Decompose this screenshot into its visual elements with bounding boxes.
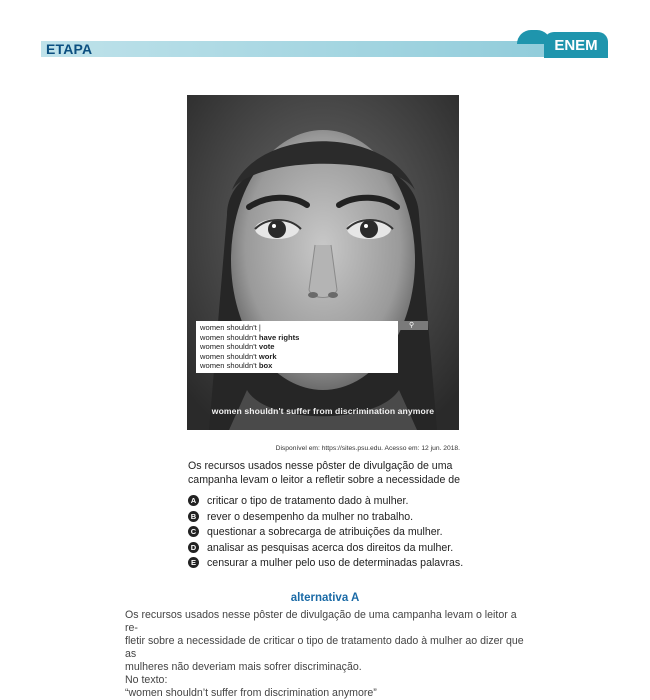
option-a — [188, 494, 478, 510]
option-b — [188, 510, 478, 526]
poster-caption: women shouldn't suffer from discrimination anymore — [211, 406, 435, 416]
option-c — [188, 525, 478, 541]
suggestion-2: women shouldn't vote — [200, 342, 275, 352]
option-text: analisar as pesquisas acerca dos direitos da mulher. — [207, 541, 454, 554]
option-text: questionar a sobrecarga de atribuições da mulher. — [207, 526, 443, 538]
answer-line: No texto: — [125, 674, 168, 686]
option-letter: D — [188, 542, 199, 553]
option-letter: B — [188, 511, 199, 522]
woman-face-image — [187, 95, 459, 430]
option-letter: A — [188, 495, 199, 506]
answer-line: Os recursos usados nesse pôster de divulgação de uma campanha levam o leitor a re- — [125, 609, 517, 634]
option-text: criticar o tipo de tratamento dado à mulher. — [207, 495, 409, 507]
answer-options — [188, 494, 478, 572]
question-stem: Os recursos usados nesse pôster de divulgação de uma campanha levam o leitor a refletir sobre a necessidade de — [188, 460, 461, 486]
option-letter: C — [188, 526, 199, 537]
option-e — [188, 556, 478, 572]
answer-quote: “women shouldn’t suffer from discrimination anymore” — [125, 687, 377, 699]
answer-title: alternativa A — [290, 592, 360, 604]
answer-line: mulheres não deveriam mais sofrer discriminação. — [125, 661, 362, 673]
suggestion-1: women shouldn't have rights — [200, 332, 300, 342]
campaign-poster — [187, 95, 459, 430]
etapa-logo: ETAPA — [46, 41, 93, 57]
magnifier-icon: ⚲ — [409, 322, 415, 329]
suggestion-4: women shouldn't box — [200, 361, 273, 371]
option-letter: E — [188, 557, 199, 568]
source-citation: Disponível em: https://sites.psu.edu. Acesso em: 12 jun. 2018. — [275, 445, 460, 452]
answer-line: fletir sobre a necessidade de criticar o tipo de tratamento dado à mulher ao dizer que as — [125, 635, 524, 660]
option-text: rever o desempenho da mulher no trabalho. — [207, 510, 414, 523]
answer-explanation — [125, 609, 530, 700]
option-d — [188, 541, 478, 557]
enem-label: ENEM — [554, 37, 598, 54]
search-suggestion-box — [196, 321, 398, 373]
option-text: censurar a mulher pelo uso de determinadas palavras. — [207, 557, 464, 569]
suggestion-3: women shouldn't work — [200, 351, 277, 361]
search-button — [398, 321, 428, 330]
search-query: women shouldn't | — [200, 323, 261, 332]
